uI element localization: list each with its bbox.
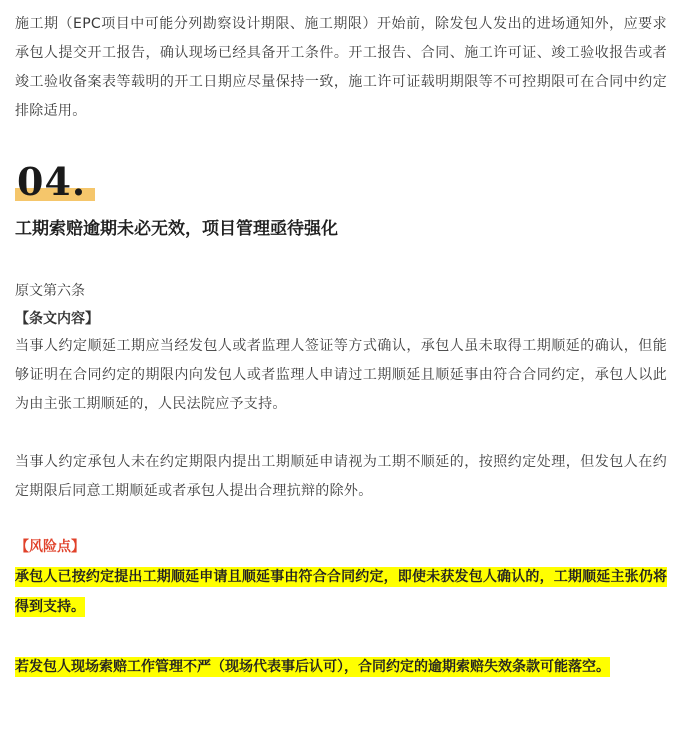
intro-paragraph: 施工期（EPC项目中可能分列勘察设计期限、施工期限）开始前，除发包人发出的进场通知外，应要求承包人提交开工报告，确认现场已经具备开工条件。开工报告、合同、施工许可证、竣工验收报告或者竣工验收备案表等载明的开工日期应尽量保持一致，施工许可证载明期限等不可控期限可在合同中约定排除适用。 (15, 16, 667, 119)
section-number: 04. (17, 159, 87, 204)
risk-highlight-1: 承包人已按约定提出工期顺延申请且顺延事由符合合同约定，即使未获发包人确认的，工期顺延主张仍将得到支持。 (15, 569, 667, 615)
original-article-label: 原文第六条 (15, 283, 85, 299)
section-title: 工期索赔逾期未必无效，项目管理亟待强化 (15, 219, 338, 239)
article-body (15, 0, 667, 682)
clause-paragraph-1: 当事人约定顺延工期应当经发包人或者监理人签证等方式确认，承包人虽未取得工期顺延的确认，但能够证明在合同约定的期限内向发包人或者监理人申请过工期顺延且顺延事由符合合同约定，承包人以此为由主张工期顺延的，人民法院应予支持。 (15, 338, 667, 412)
risk-point-label: 【风险点】 (15, 539, 85, 555)
risk-highlight-2: 若发包人现场索赔工作管理不严（现场代表事后认可），合同约定的逾期索赔失效条款可能落空。 (15, 659, 610, 675)
section-number-badge (15, 159, 95, 204)
clause-paragraph-2: 当事人约定承包人未在约定期限内提出工期顺延申请视为工期不顺延的，按照约定处理，但发包人在约定期限后同意工期顺延或者承包人提出合理抗辩的除外。 (15, 454, 667, 499)
clause-content-label: 【条文内容】 (15, 311, 99, 327)
risk-paragraph-1 (15, 562, 667, 622)
risk-paragraph-2 (15, 652, 667, 682)
